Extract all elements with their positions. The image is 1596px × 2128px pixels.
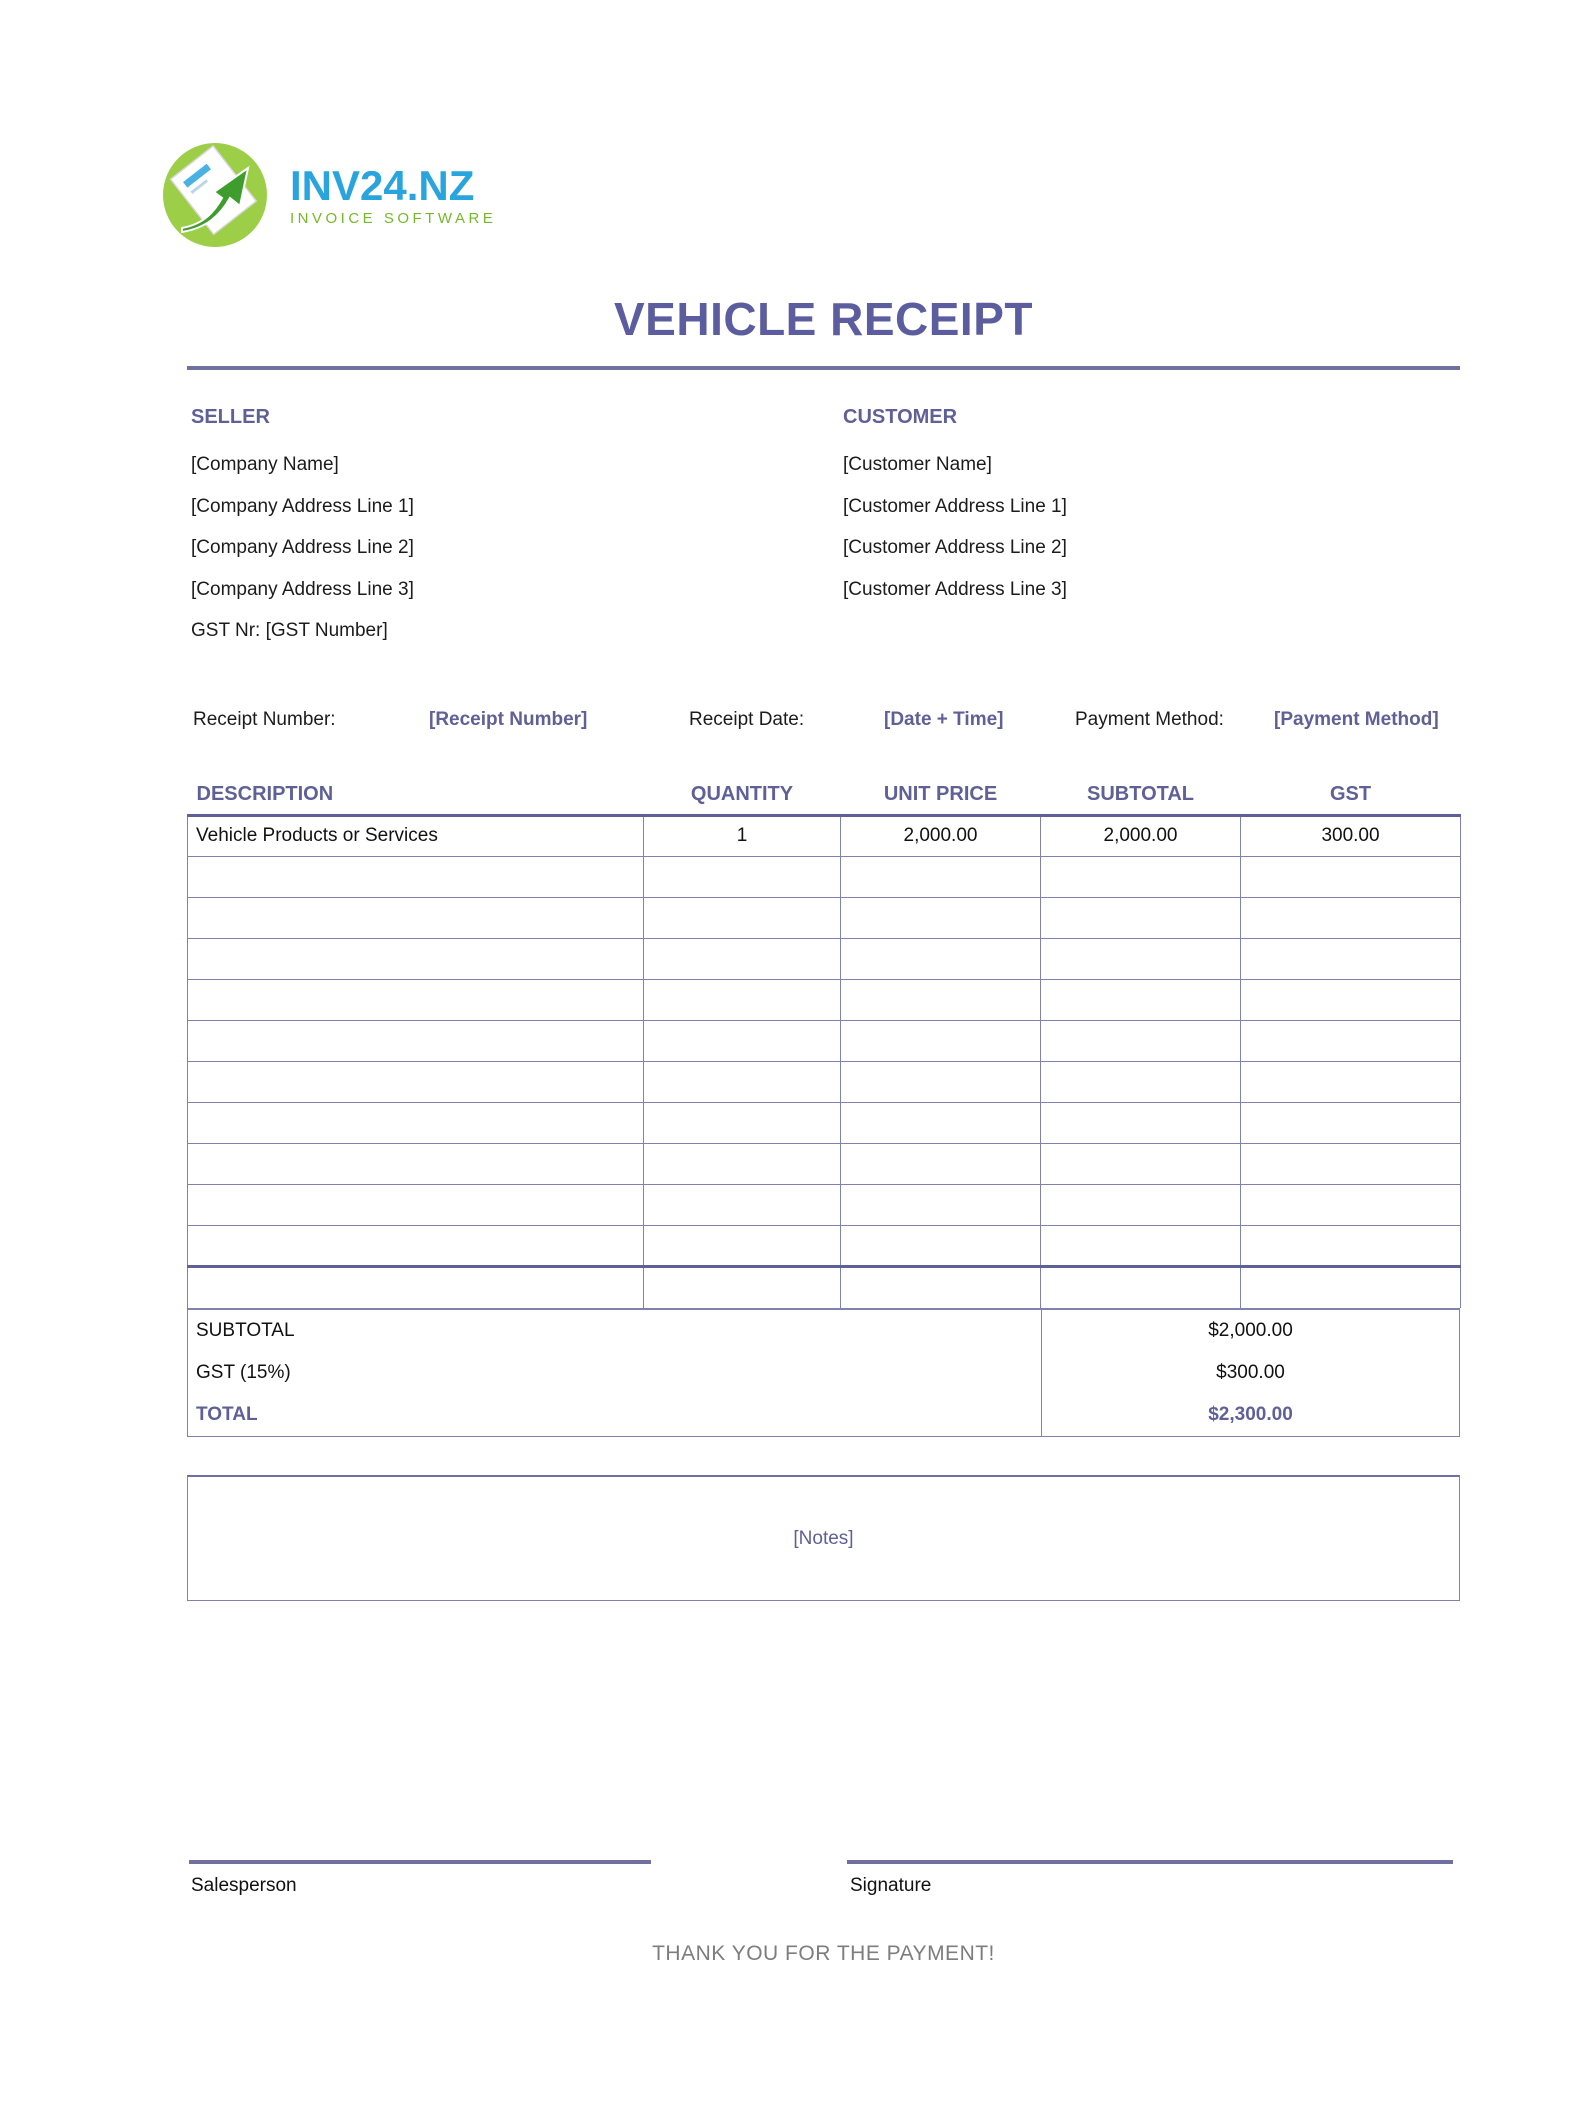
logo xyxy=(160,140,496,250)
logo-name: INV24.NZ xyxy=(290,162,475,209)
empty-cell xyxy=(1041,1020,1241,1061)
empty-cell xyxy=(644,1102,841,1143)
empty-cell xyxy=(644,1184,841,1225)
empty-cell xyxy=(1041,1061,1241,1102)
empty-cell xyxy=(644,1061,841,1102)
empty-cell xyxy=(1241,1020,1461,1061)
title-rule xyxy=(187,366,1460,370)
page-title: VEHICLE RECEIPT xyxy=(613,293,1033,345)
empty-cell xyxy=(188,1266,644,1308)
empty-item-row xyxy=(188,979,1461,1020)
empty-cell xyxy=(841,1266,1041,1308)
empty-cell xyxy=(188,897,644,938)
empty-cell xyxy=(644,1020,841,1061)
empty-cell xyxy=(841,1102,1041,1143)
empty-cell xyxy=(644,856,841,897)
empty-cell xyxy=(1241,1266,1461,1308)
empty-item-row xyxy=(188,1102,1461,1143)
empty-cell xyxy=(841,1061,1041,1102)
total-value: $2,300.00 xyxy=(1041,1394,1459,1436)
column-header-gst: GST xyxy=(1241,775,1461,815)
empty-cell xyxy=(841,897,1041,938)
receipt-date-label: Receipt Date: xyxy=(689,709,805,730)
logo-text xyxy=(290,162,497,227)
empty-item-row xyxy=(188,1184,1461,1225)
customer-section xyxy=(843,404,1067,610)
empty-item-row xyxy=(188,856,1461,897)
empty-cell xyxy=(1241,1143,1461,1184)
empty-cell xyxy=(188,938,644,979)
empty-cell xyxy=(644,897,841,938)
signature-label: Signature xyxy=(850,1875,932,1896)
empty-cell xyxy=(644,1225,841,1266)
customer-address-line-2: [Customer Address Line 2] xyxy=(843,537,1067,558)
receipt-number-value: [Receipt Number] xyxy=(429,709,588,730)
empty-item-row xyxy=(188,938,1461,979)
empty-item-row xyxy=(188,897,1461,938)
empty-item-row xyxy=(188,1225,1461,1266)
salesperson-label: Salesperson xyxy=(191,1875,297,1896)
items-tbody xyxy=(188,815,1461,1308)
item-row xyxy=(188,815,1461,856)
empty-cell xyxy=(1241,1225,1461,1266)
seller-company-name: [Company Name] xyxy=(191,454,339,475)
item-gst: 300.00 xyxy=(1241,815,1461,856)
empty-cell xyxy=(1041,1266,1241,1308)
empty-cell xyxy=(188,1020,644,1061)
empty-cell xyxy=(1241,897,1461,938)
item-description: Vehicle Products or Services xyxy=(188,815,644,856)
column-header-unit-price: UNIT PRICE xyxy=(841,775,1041,815)
customer-name: [Customer Name] xyxy=(843,454,992,475)
column-header-subtotal: SUBTOTAL xyxy=(1041,775,1241,815)
empty-cell xyxy=(188,979,644,1020)
empty-item-row xyxy=(188,1143,1461,1184)
seller-address-line-3: [Company Address Line 3] xyxy=(191,578,414,600)
empty-cell xyxy=(1041,897,1241,938)
customer-heading: CUSTOMER xyxy=(843,406,958,428)
payment-method-value: [Payment Method] xyxy=(1274,709,1439,730)
empty-cell xyxy=(1041,1225,1241,1266)
items-table xyxy=(187,775,1461,1308)
empty-cell xyxy=(1041,979,1241,1020)
empty-cell xyxy=(841,979,1041,1020)
subtotal-label: SUBTOTAL xyxy=(196,1320,295,1341)
thank-you-message: THANK YOU FOR THE PAYMENT! xyxy=(652,1942,995,1965)
item-unit-price: 2,000.00 xyxy=(841,815,1041,856)
empty-cell xyxy=(1041,1102,1241,1143)
empty-cell xyxy=(188,1184,644,1225)
empty-cell xyxy=(1041,1184,1241,1225)
receipt-date-value: [Date + Time] xyxy=(884,709,1004,730)
subtotal-value: $2,000.00 xyxy=(1041,1310,1459,1352)
seller-address-line-2: [Company Address Line 2] xyxy=(191,537,414,558)
empty-item-row xyxy=(188,1266,1461,1308)
gst-value: $300.00 xyxy=(1041,1352,1459,1394)
empty-cell xyxy=(841,856,1041,897)
empty-cell xyxy=(1241,979,1461,1020)
receipt-number-label: Receipt Number: xyxy=(193,709,336,730)
empty-cell xyxy=(1041,1143,1241,1184)
empty-cell xyxy=(188,856,644,897)
receipt-info-row xyxy=(187,705,1460,735)
empty-cell xyxy=(644,938,841,979)
column-header-description: DESCRIPTION xyxy=(188,775,644,815)
gst-label: GST (15%) xyxy=(196,1362,291,1383)
empty-cell xyxy=(841,1184,1041,1225)
column-header-quantity: QUANTITY xyxy=(644,775,841,815)
empty-cell xyxy=(188,1225,644,1266)
item-quantity: 1 xyxy=(644,815,841,856)
signature-line xyxy=(847,1860,1453,1864)
seller-heading: SELLER xyxy=(191,406,270,428)
logo-tagline: INVOICE SOFTWARE xyxy=(290,210,497,227)
empty-cell xyxy=(188,1102,644,1143)
empty-item-row xyxy=(188,1061,1461,1102)
empty-cell xyxy=(841,938,1041,979)
seller-address-line-1: [Company Address Line 1] xyxy=(191,495,414,517)
empty-cell xyxy=(1241,856,1461,897)
empty-cell xyxy=(1241,938,1461,979)
empty-cell xyxy=(841,1225,1041,1266)
empty-cell xyxy=(644,1266,841,1308)
total-label: TOTAL xyxy=(196,1404,258,1425)
empty-cell xyxy=(1241,1061,1461,1102)
empty-cell xyxy=(188,1143,644,1184)
customer-address-line-1: [Customer Address Line 1] xyxy=(843,495,1067,517)
customer-address-line-3: [Customer Address Line 3] xyxy=(843,578,1067,600)
salesperson-signature-line xyxy=(189,1860,651,1864)
totals-section xyxy=(187,1308,1460,1437)
empty-cell xyxy=(644,1143,841,1184)
empty-cell xyxy=(1241,1102,1461,1143)
empty-item-row xyxy=(188,1020,1461,1061)
notes-box xyxy=(187,1475,1460,1601)
empty-cell xyxy=(1041,856,1241,897)
items-header-row xyxy=(188,775,1461,815)
item-subtotal: 2,000.00 xyxy=(1041,815,1241,856)
seller-section xyxy=(191,404,414,652)
notes-placeholder: [Notes] xyxy=(793,1527,854,1549)
empty-cell xyxy=(841,1143,1041,1184)
empty-cell xyxy=(841,1020,1041,1061)
empty-cell xyxy=(644,979,841,1020)
empty-cell xyxy=(188,1061,644,1102)
payment-method-label: Payment Method: xyxy=(1075,709,1224,730)
empty-cell xyxy=(1241,1184,1461,1225)
logo-mark-icon xyxy=(160,140,270,250)
empty-cell xyxy=(1041,938,1241,979)
seller-gst-number: GST Nr: [GST Number] xyxy=(191,620,388,641)
